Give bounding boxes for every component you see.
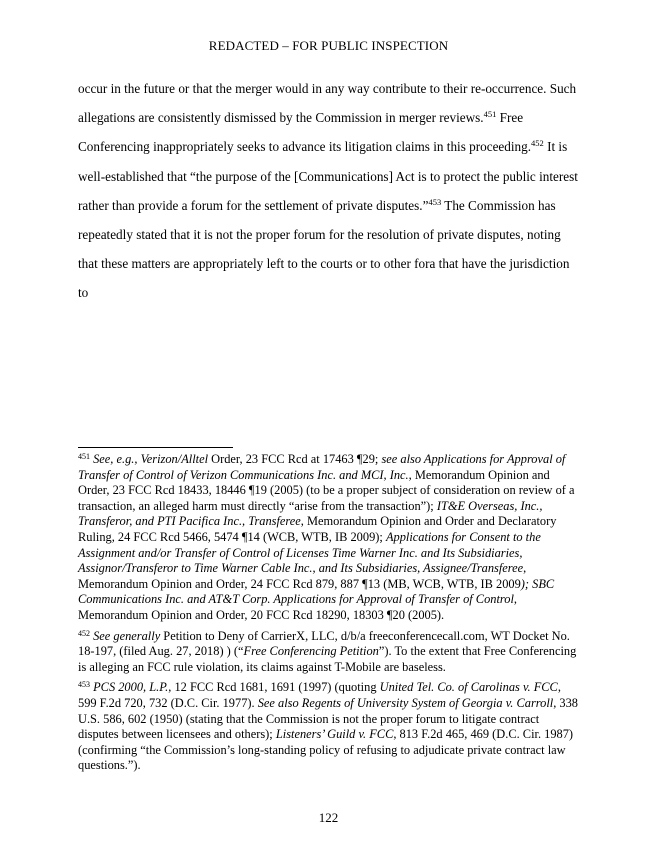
footnote-separator bbox=[78, 447, 233, 448]
body-sentence: occur in the future or that the merger would in any way contribute to their re-occurrence. Such allegations are consistently dismissed by the Commission in merger reviews. bbox=[78, 81, 577, 126]
body-sentence: Free Conferencing inappropriately seeks to advance its litigation claims in this proceeding. bbox=[78, 110, 532, 155]
footnotes bbox=[78, 452, 578, 779]
footnote-453 bbox=[78, 680, 578, 774]
footnote-text: Order, 23 FCC Rcd at 17463 ¶29; bbox=[208, 452, 382, 466]
body-paragraph bbox=[78, 74, 578, 308]
page-number: 122 bbox=[318, 810, 339, 825]
body-text bbox=[78, 74, 578, 308]
body-sentence: The Commission has repeatedly stated that it is not the proper forum for the resolution of private disputes, noting that these matters are appropriately left to the courts or to other fora that have the jurisdiction to bbox=[78, 197, 570, 301]
footnote-text: , Memorandum Opinion and Order, 23 FCC Rcd 18433, 18446 ¶19 (2005) (to be a proper subject of consideration on review of a transaction, an alleged harm must directly “arise from the transaction”); bbox=[78, 467, 575, 513]
footnote-italic: See, e.g., Verizon/Alltel bbox=[93, 452, 209, 466]
footnote-italic: Applications for Consent to the Assignment and/or Transfer of Control of Licenses Time Warner Inc. and Its Subsidiaries, Assignor/Transferor to Time Warner Cable Inc., and Its Subsidiaries, Assignee/Transferee bbox=[78, 529, 541, 576]
footnote-ref-452[interactable]: 452 bbox=[531, 138, 544, 149]
footnote-text: ”). To the extent that Free Conferencing is alleging an FCC rule violation, its claims against T-Mobile are baseless. bbox=[78, 644, 577, 674]
footnote-text: , 12 FCC Rcd 1681, 1691 (1997) (quoting bbox=[168, 680, 380, 695]
footnote-text: , Memorandum Opinion and Order and Declaratory Ruling, 24 FCC Rcd 5466, 5474 ¶14 (WCB, WTB, IB 2009); bbox=[78, 514, 557, 544]
footnote-italic: ); SBC Communications Inc. and AT&T Corp. Applications for Approval of Transfer of Control bbox=[78, 576, 555, 607]
footnote-italic: See generally bbox=[93, 628, 161, 643]
footnote-number: 453 bbox=[78, 680, 90, 690]
footnote-italic: Free Conferencing Petition bbox=[243, 644, 379, 659]
footnote-text: , Memorandum Opinion and Order, 20 FCC Rcd 18290, 18303 ¶20 (2005). bbox=[78, 592, 518, 622]
footnote-italic: PCS 2000, L.P. bbox=[93, 680, 169, 695]
body-sentence: It is well-established that “the purpose of the [Communications] Act is to protect the public interest rather than provide a forum for the settlement of private disputes.” bbox=[78, 139, 578, 213]
footnote-ref-451[interactable]: 451 bbox=[483, 109, 497, 120]
footnote-text: , Memorandum Opinion and Order, 24 FCC Rcd 879, 887 ¶13 (MB, WCB, WTB, IB 2009 bbox=[78, 561, 527, 591]
footnote-number: 452 bbox=[78, 628, 90, 638]
footnote-text: , 599 F.2d 720, 732 (D.C. Cir. 1977). bbox=[78, 680, 561, 710]
footnote-ref-453[interactable]: 453 bbox=[428, 196, 442, 207]
footnote-italic: IT&E Overseas, Inc., Transferor, and PTI Pacifica Inc., Transferee bbox=[78, 498, 543, 529]
footnote-italic: see also Applications for Approval of Transfer of Control of Verizon Communications Inc. and MCI, Inc. bbox=[78, 452, 566, 482]
footnote-text: Petition to Deny of CarrierX, LLC, d/b/a freeconferencecall.com, WT Docket No. 18-197, (filed Aug. 27, 2018) ) (“ bbox=[78, 628, 570, 659]
page-header: REDACTED – FOR PUBLIC INSPECTION bbox=[208, 38, 449, 53]
footnote-451 bbox=[78, 452, 578, 624]
footnote-italic: United Tel. Co. of Carolinas v. FCC bbox=[379, 680, 558, 695]
footnote-italic: See also Regents of University System of Georgia v. Carroll bbox=[257, 695, 554, 710]
footnote-text: , 813 F.2d 465, 469 (D.C. Cir. 1987) (confirming “the Commission’s long-standing policy of refusing to adjudicate private contract law questions.”). bbox=[78, 727, 574, 773]
footnote-number: 451 bbox=[78, 452, 90, 461]
footnote-text: , 338 U.S. 586, 602 (1950) (stating that the Commission is not the proper forum to litigate contract disputes between licensees and others); bbox=[78, 695, 578, 742]
footnote-italic: Listeners’ Guild v. FCC bbox=[275, 727, 394, 742]
footnote-452 bbox=[78, 629, 578, 676]
